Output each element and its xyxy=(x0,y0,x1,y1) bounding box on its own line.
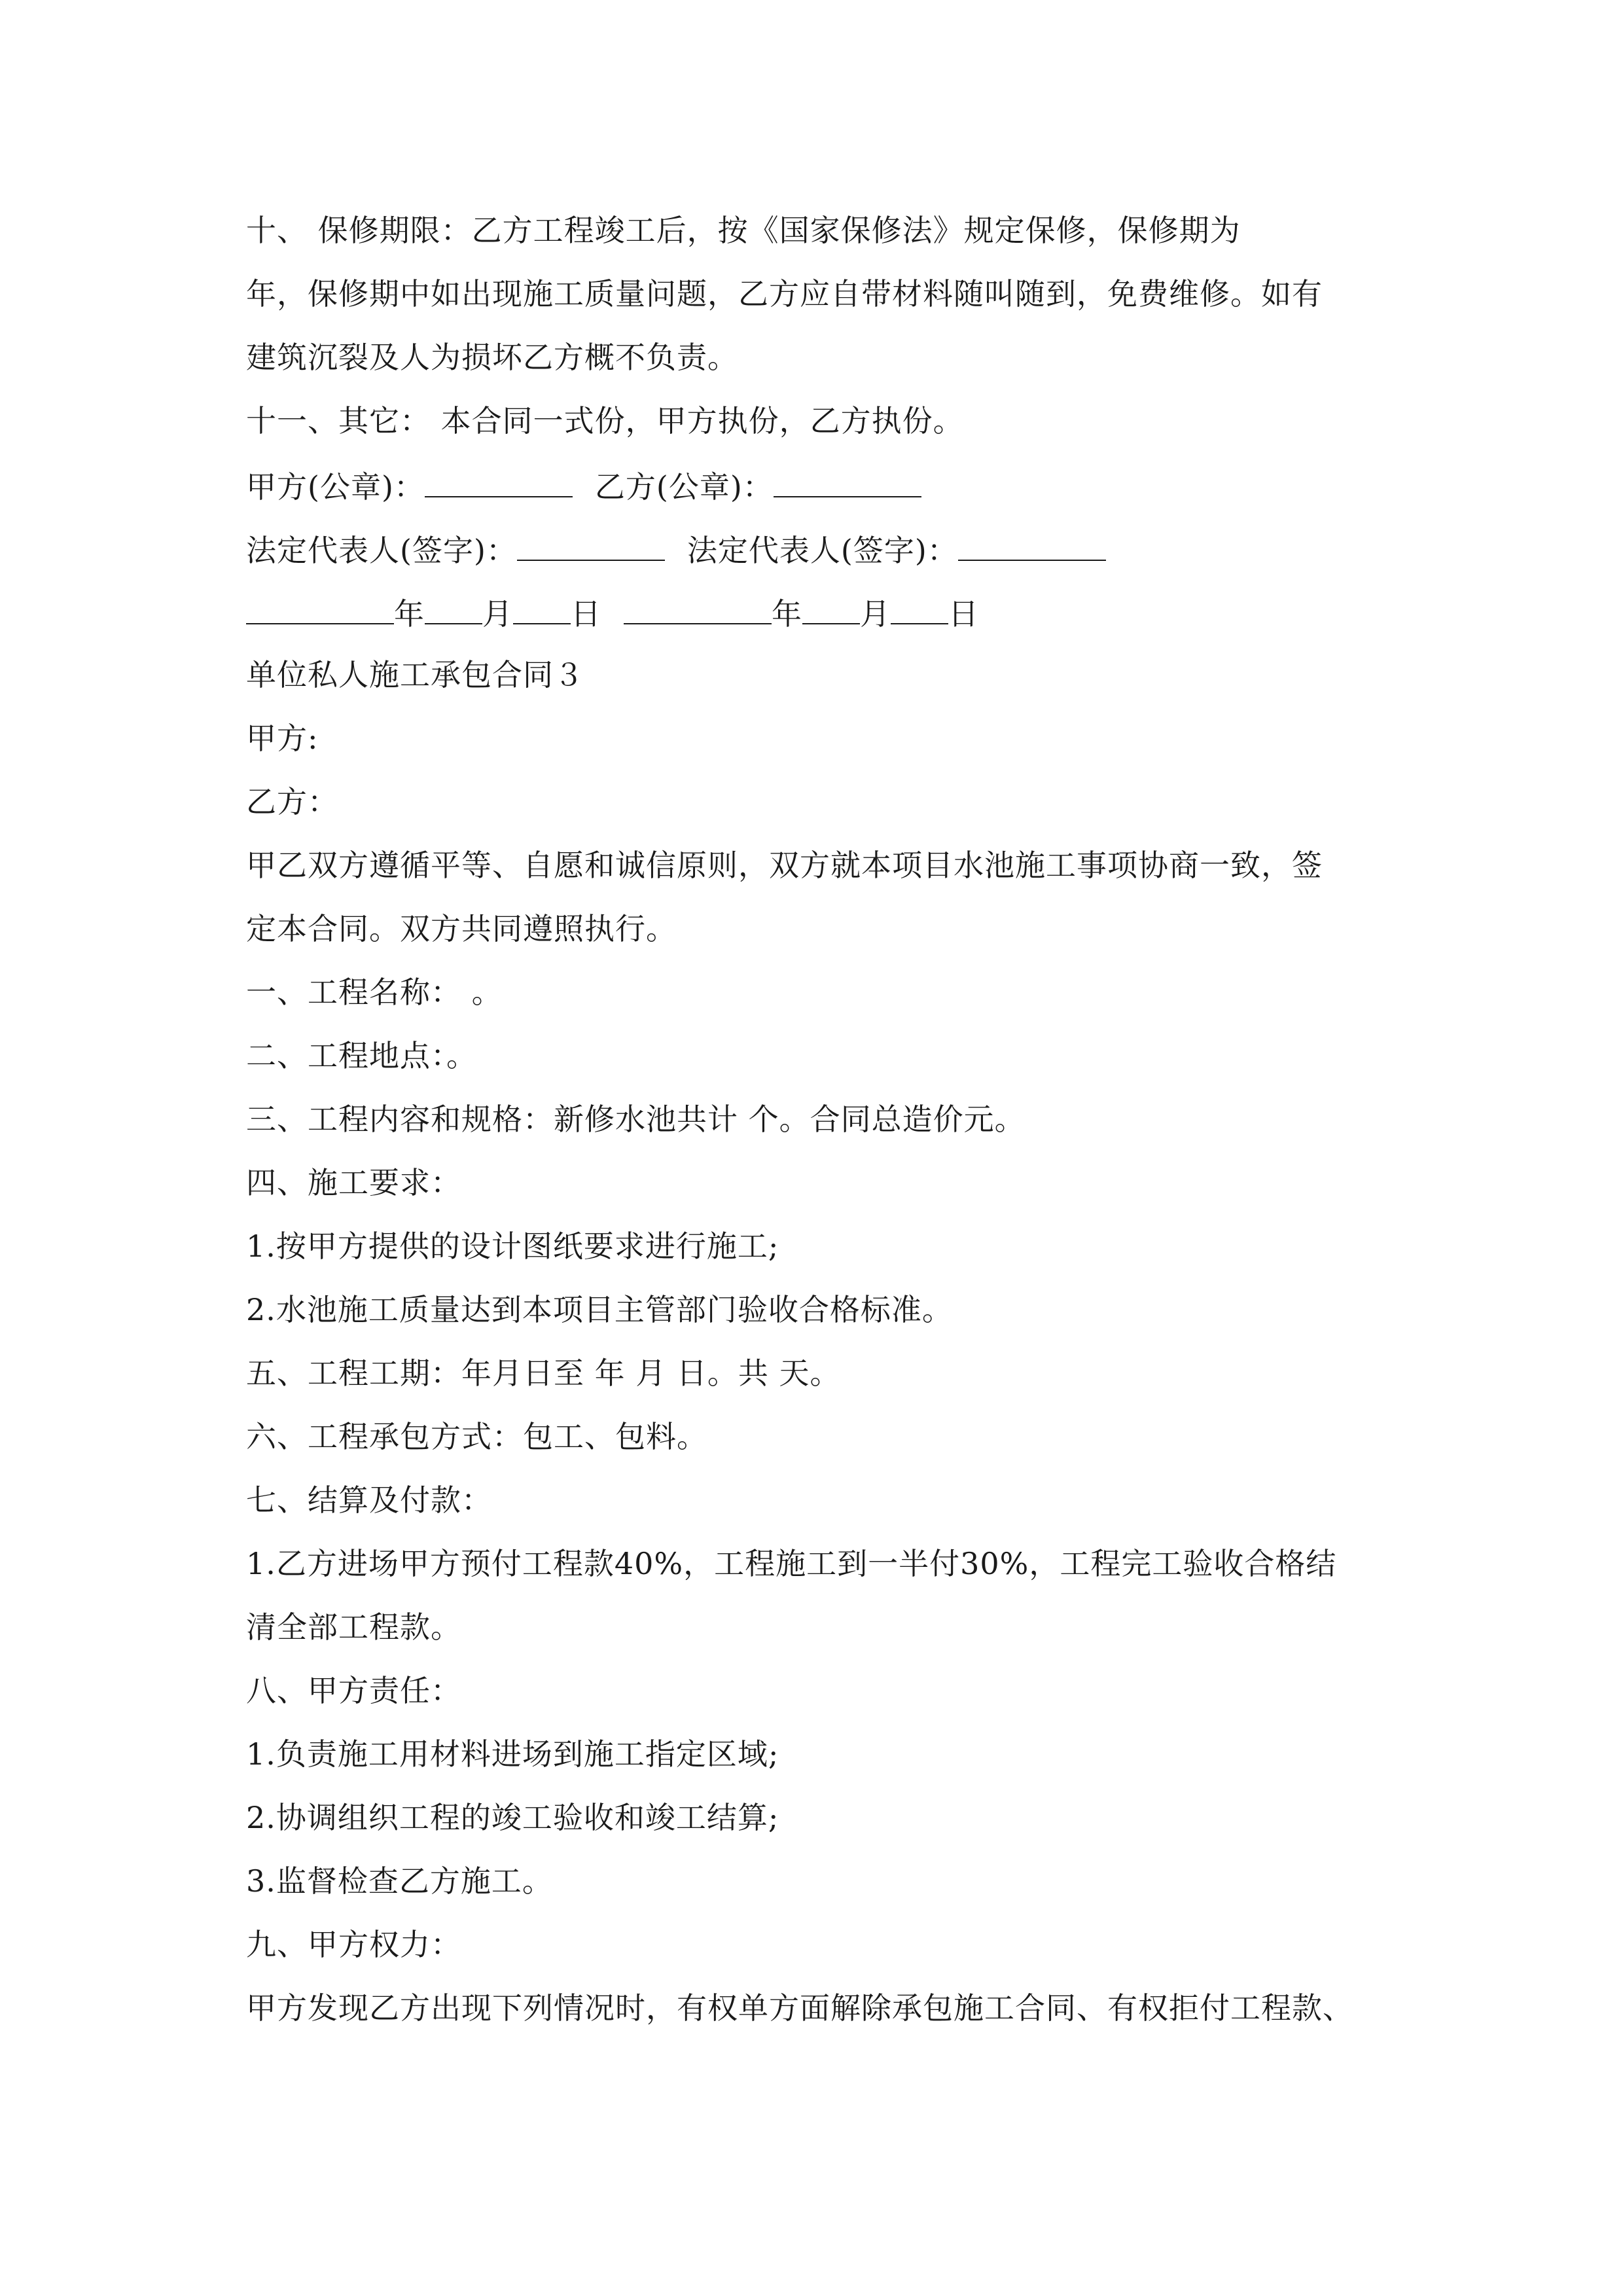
party-a-label: 甲方: xyxy=(246,721,319,756)
date-a-month-blank xyxy=(425,589,482,624)
date-b-day-label: 日 xyxy=(948,596,979,632)
item-3-project-content: 三、工程内容和规格：新修水池共计 个。合同总造价元。 xyxy=(246,1102,1026,1137)
party-a-rep-blank xyxy=(517,526,665,561)
date-a-year-label: 年 xyxy=(394,596,425,632)
item-4-sub-1: 1.按甲方提供的设计图纸要求进行施工; xyxy=(246,1229,779,1264)
date-a-day-blank xyxy=(513,589,571,624)
date-a-year-blank xyxy=(246,589,394,624)
date-a-day-label: 日 xyxy=(571,596,601,632)
clause-10-line-1: 十、 保修期限：乙方工程竣工后，按《国家保修法》规定保修，保修期为 xyxy=(246,213,1241,248)
party-a-seal-blank xyxy=(425,462,573,497)
item-1-project-name: 一、工程名称： 。 xyxy=(246,975,503,1010)
date-b-year-blank xyxy=(624,589,772,624)
item-7-settlement: 七、结算及付款： xyxy=(246,1482,492,1518)
clause-10-line-3: 建筑沉裂及人为损坏乙方概不负责。 xyxy=(246,340,738,375)
item-5-duration: 五、工程工期：年月日至 年 月 日。共 天。 xyxy=(246,1355,841,1391)
contract-3-title: 单位私人施工承包合同３ xyxy=(246,657,584,692)
date-a-month-label: 月 xyxy=(482,596,513,632)
intro-line-2: 定本合同。双方共同遵照执行。 xyxy=(246,911,677,946)
seal-line xyxy=(246,462,1398,526)
item-9-text: 甲方发现乙方出现下列情况时，有权单方面解除承包施工合同、有权拒付工程款、 xyxy=(246,1990,1353,2026)
party-b-seal-blank xyxy=(774,462,921,497)
item-4-sub-2: 2.水池施工质量达到本项目主管部门验收合格标准。 xyxy=(246,1292,953,1327)
item-6-contract-method: 六、工程承包方式：包工、包料。 xyxy=(246,1419,707,1454)
party-b-rep-label: 法定代表人(签字)： xyxy=(687,533,958,568)
item-8-sub-3: 3.监督检查乙方施工。 xyxy=(246,1863,553,1899)
date-b-month-blank xyxy=(802,589,860,624)
item-7-sub-1-line-1: 1.乙方进场甲方预付工程款40%，工程施工到一半付30%，工程完工验收合格结 xyxy=(246,1546,1337,1581)
item-8-party-a-duties: 八、甲方责任： xyxy=(246,1673,461,1708)
clause-11: 十一、其它： 本合同一式份，甲方执份，乙方执份。 xyxy=(246,403,964,439)
party-b-rep-blank xyxy=(958,526,1106,561)
date-line xyxy=(246,589,1398,653)
item-8-sub-2: 2.协调组织工程的竣工验收和竣工结算; xyxy=(246,1800,779,1835)
item-8-sub-1: 1.负责施工用材料进场到施工指定区域; xyxy=(246,1736,779,1772)
document-body xyxy=(246,208,1398,2049)
party-a-rep-label: 法定代表人(签字)： xyxy=(246,533,517,568)
party-b-label: 乙方： xyxy=(246,784,338,819)
party-a-seal-label: 甲方(公章)： xyxy=(246,469,425,505)
item-7-sub-1-line-2: 清全部工程款。 xyxy=(246,1609,461,1645)
representative-line xyxy=(246,526,1398,589)
item-2-project-location: 二、工程地点：。 xyxy=(246,1038,477,1073)
clause-10-line-2: 年，保修期中如出现施工质量问题，乙方应自带材料随叫随到，免费维修。如有 xyxy=(246,276,1323,312)
date-b-month-label: 月 xyxy=(860,596,891,632)
intro-line-1: 甲乙双方遵循平等、自愿和诚信原则，双方就本项目水池施工事项协商一致，签 xyxy=(246,848,1323,883)
item-9-party-a-rights: 九、甲方权力： xyxy=(246,1927,461,1962)
date-b-year-label: 年 xyxy=(772,596,802,632)
item-4-requirements: 四、施工要求： xyxy=(246,1165,461,1200)
party-b-seal-label: 乙方(公章)： xyxy=(594,469,774,505)
date-b-day-blank xyxy=(891,589,948,624)
